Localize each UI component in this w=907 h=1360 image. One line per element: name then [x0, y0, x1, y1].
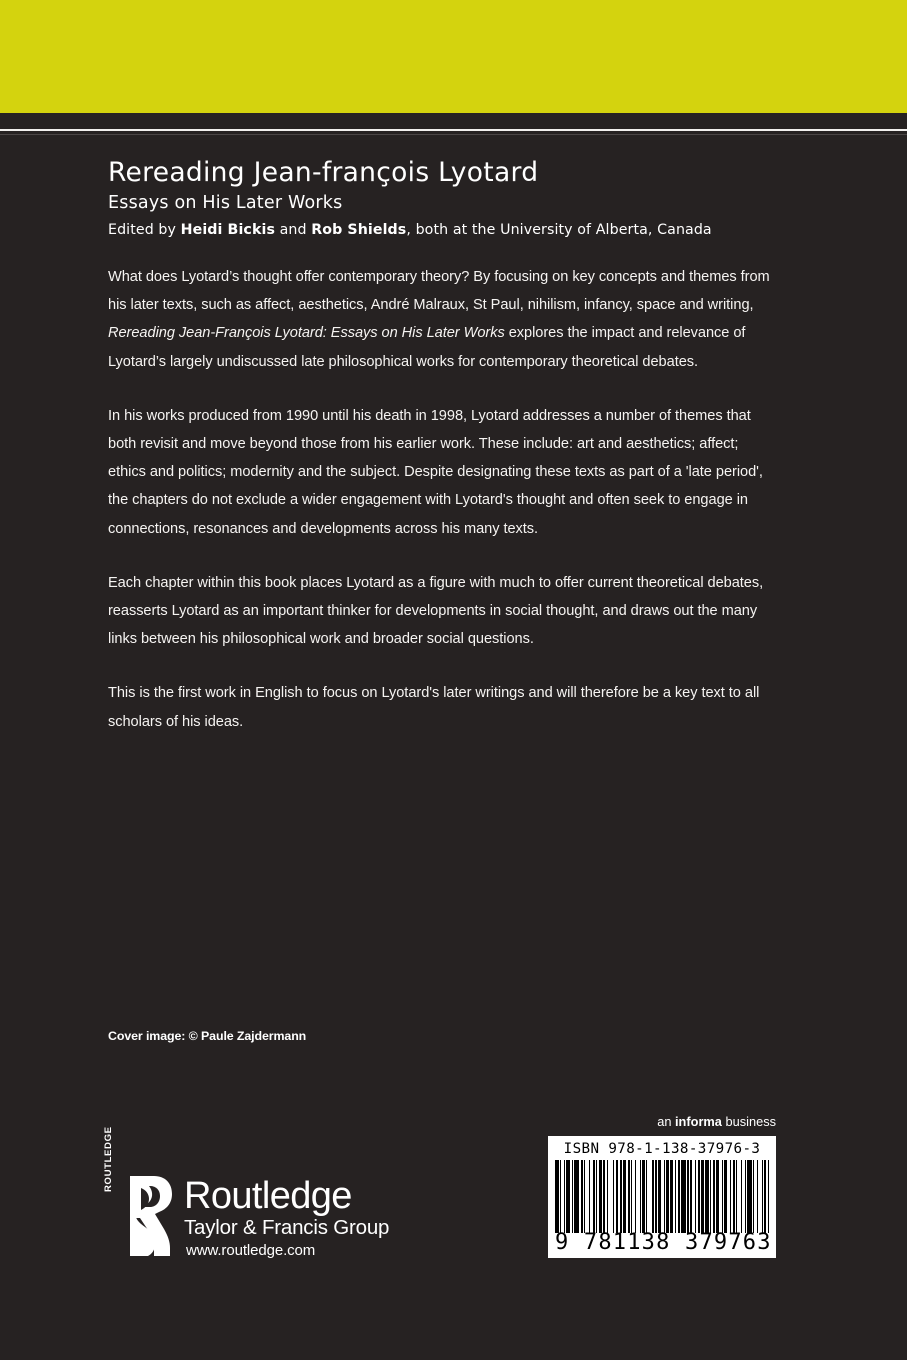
routledge-logo [103, 1126, 390, 1261]
editors-conjunction: and [275, 221, 312, 238]
cover-image-credit: Cover image: © Paule Zajdermann [108, 1029, 307, 1043]
informa-brand: informa [675, 1114, 722, 1129]
editors-affiliation: , both at the University of Alberta, Canada [406, 221, 712, 238]
blurb-p1-tail: explores the impact and relevance of Lyotard’s largely undiscussed late philosophical works for contemporary theoretical debates. [108, 325, 746, 370]
editors-prefix: Edited by [108, 221, 181, 238]
top-yellow-band [0, 0, 907, 113]
cover-text-column [108, 158, 780, 736]
informa-business-line [657, 1114, 776, 1129]
blurb-p1-book-title: Rereading Jean-François Lyotard: Essays on His Later Works [108, 325, 505, 342]
page-title: Rereading Jean-françois Lyotard [108, 157, 539, 188]
taylor-francis-group: Taylor & Francis Group [184, 1216, 390, 1239]
horizontal-rule-shadow [0, 134, 907, 135]
book-subtitle: Essays on His Later Works [108, 192, 343, 213]
barcode-bars [555, 1160, 769, 1233]
barcode-digits-text: 9 781138 379763 [555, 1230, 772, 1256]
routledge-vertical-wordmark: ROUTLEDGE [103, 1126, 114, 1192]
editor-one-name: Heidi Bickis [180, 221, 275, 238]
isbn-number-text: ISBN 978-1-138-37976-3 [563, 1141, 761, 1157]
routledge-logo-mark [103, 1126, 178, 1258]
routledge-url: www.routledge.com [186, 1242, 316, 1259]
horizontal-rule-white [0, 129, 907, 131]
routledge-r-face-icon [124, 1174, 174, 1263]
blurb-paragraph-2: In his works produced from 1990 until his death in 1998, Lyotard addresses a number of themes that both revisit and move beyond those from his earlier work. These include: art and aesthetics; affect; ethics and politics; modernity and the subject. Despite designating these texts as part of a 'late period', the chapters do not exclude a wider engagement with Lyotard's thought and often seek to engage in connections, resonances and developments across his many texts. [108, 407, 763, 537]
blurb-p1-lead: What does Lyotard’s thought offer contemporary theory? By focusing on key concepts and themes from his later texts, such as affect, aesthetics, André Malraux, St Paul, nihilism, infancy, space and writing, [108, 268, 770, 314]
informa-prefix: an [657, 1114, 675, 1129]
editors-line [108, 222, 780, 239]
informa-suffix: business [721, 1114, 776, 1129]
blurb-paragraph-1 [108, 263, 780, 376]
blurb-paragraph-3: Each chapter within this book places Lyotard as a figure with much to offer current theoretical debates, reasserts Lyotard as an important thinker for developments in social thought, and draws out the many links between his philosophical work and broader social questions. [108, 574, 764, 648]
editor-two-name: Rob Shields [311, 221, 407, 238]
blurb-paragraph-4: This is the first work in English to focus on Lyotard's later writings and will therefore be a key text to all scholars of his ideas. [108, 685, 760, 730]
isbn-barcode [548, 1136, 776, 1258]
routledge-name: Routledge [184, 1175, 352, 1217]
routledge-wordmark-group [184, 1172, 389, 1261]
barcode-bar [768, 1160, 769, 1233]
